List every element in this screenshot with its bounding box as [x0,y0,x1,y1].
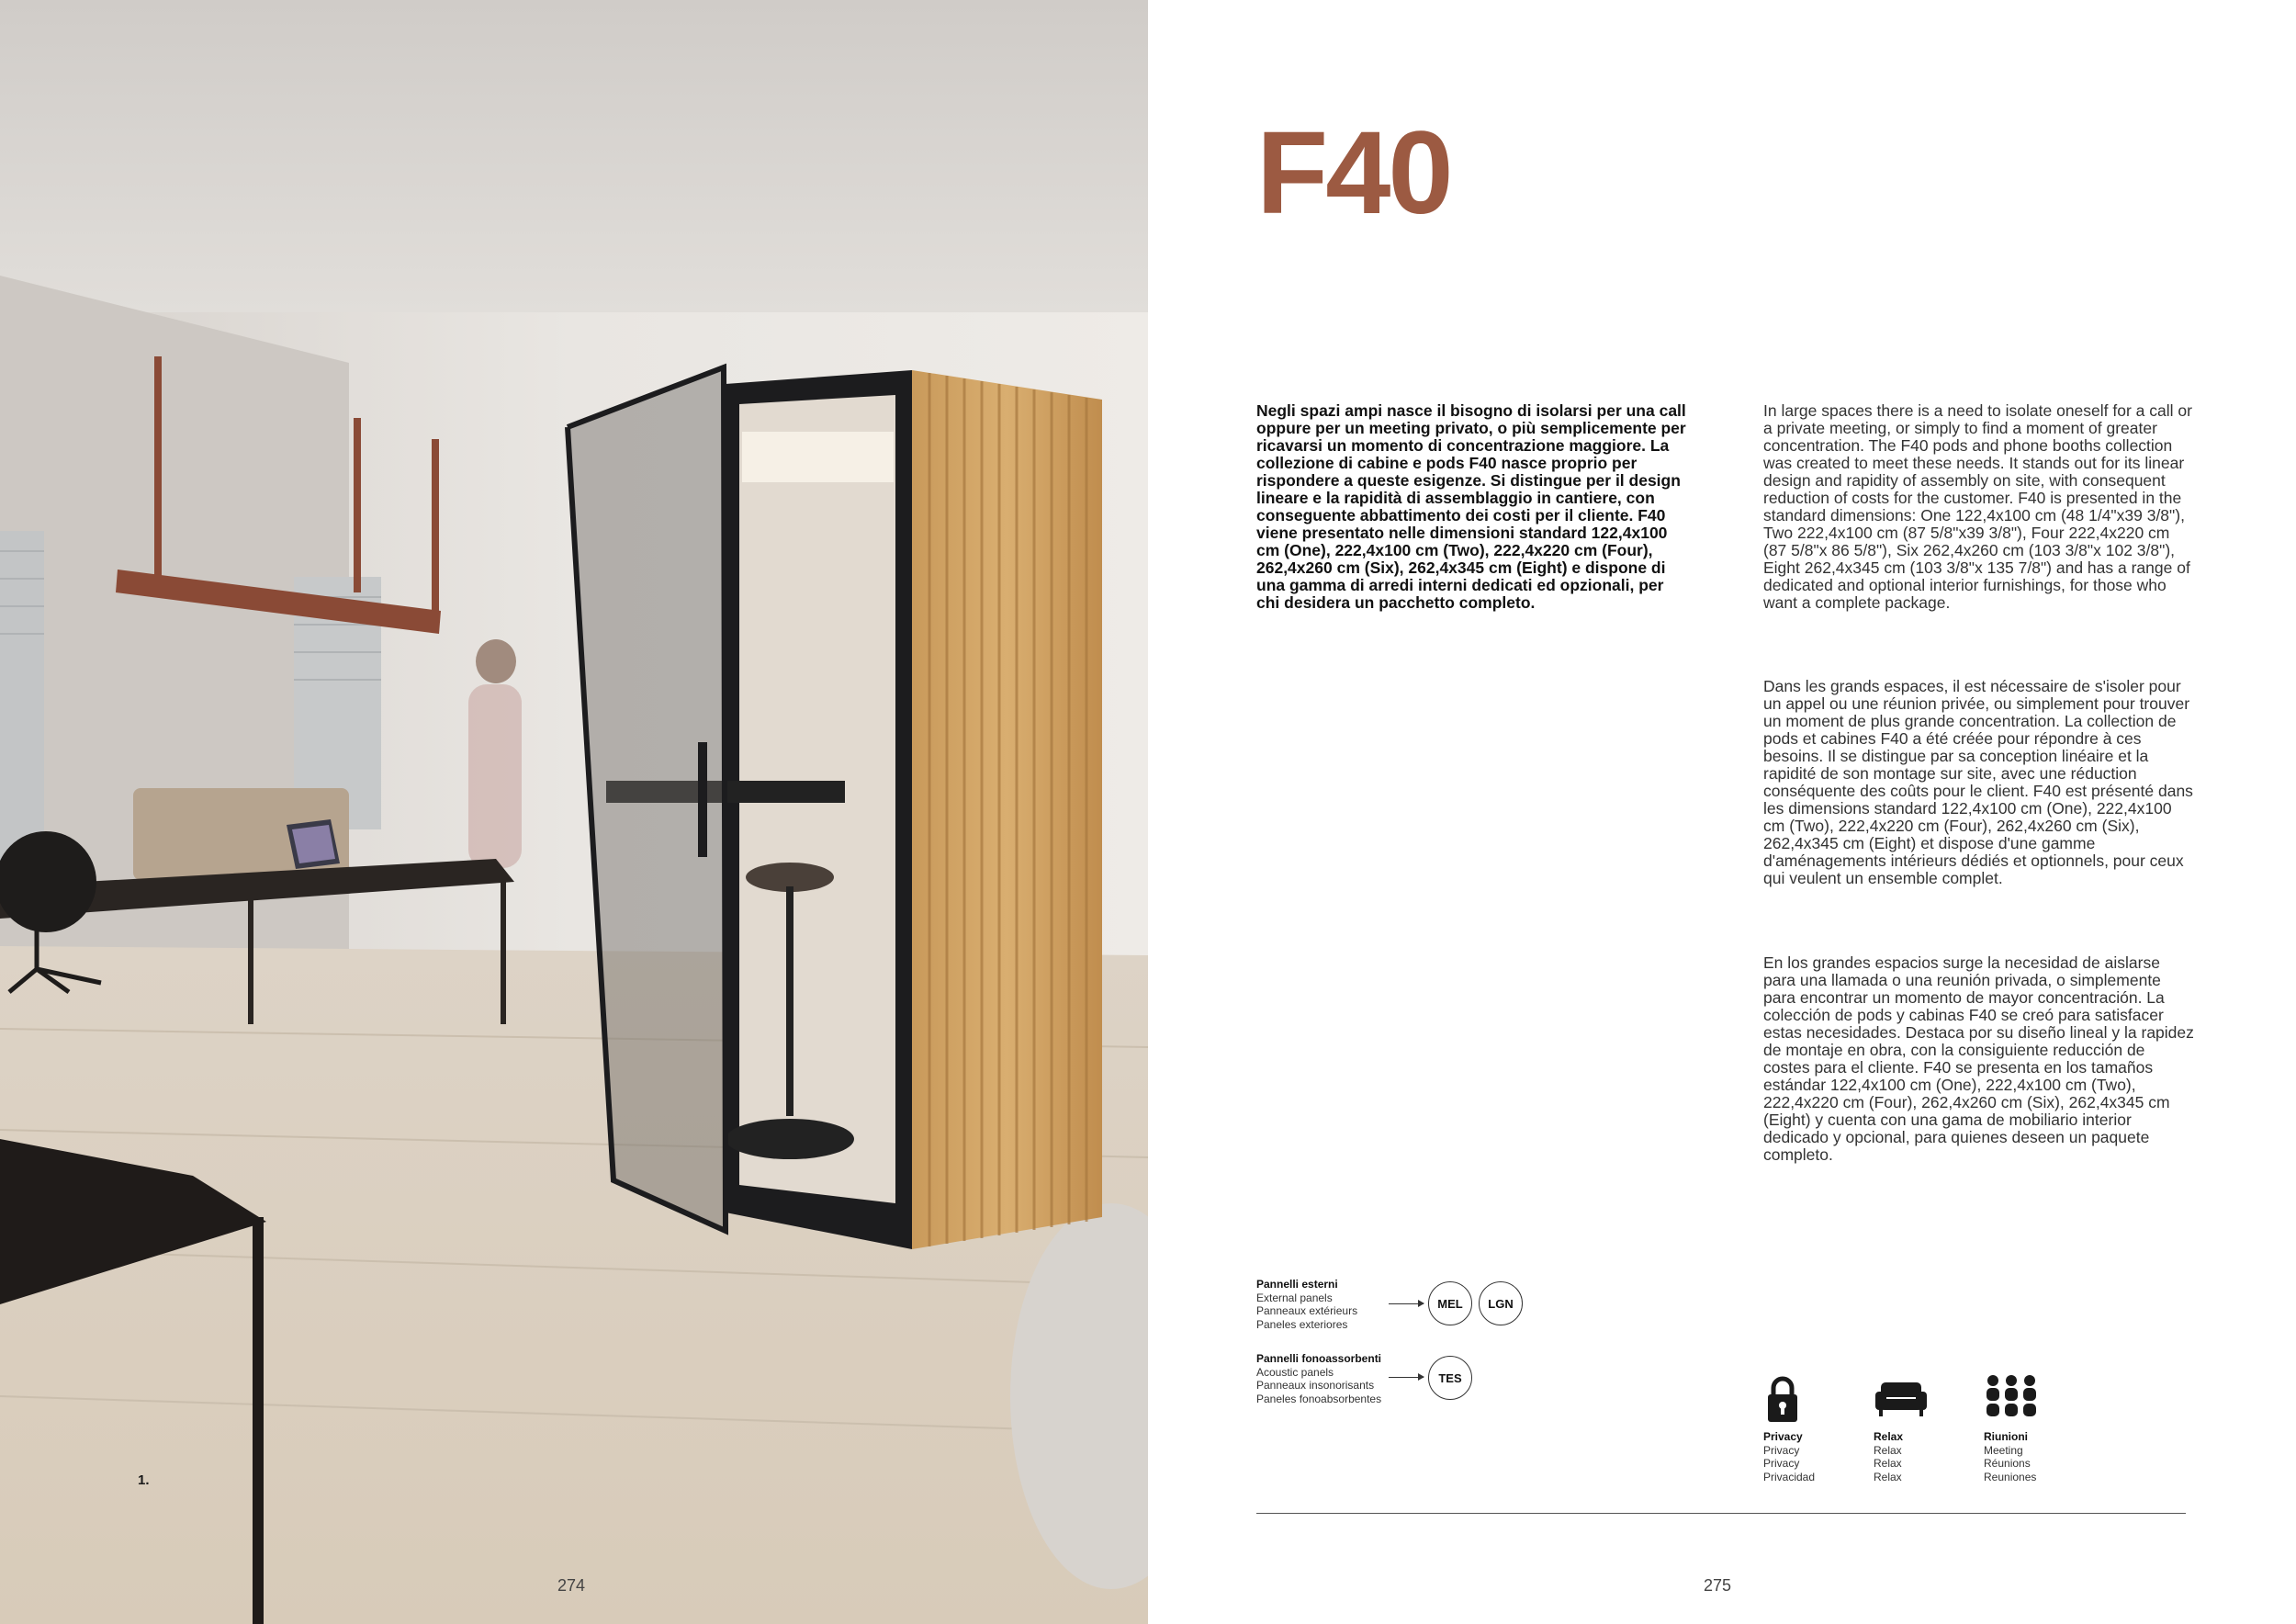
product-title: F40 [1256,107,1451,239]
right-page [1148,0,2296,1624]
feature-line: Privacy [1763,1457,1800,1470]
acoustic-panels-legend [1256,1352,1381,1405]
booth-light [742,432,894,482]
feature-line: Reuniones [1984,1470,2037,1483]
feature-privacy [1763,1373,1864,1483]
acoustic-panels-line: Panneaux insonorisants [1256,1379,1375,1392]
person-blur [476,639,516,683]
feature-relax [1874,1373,1975,1483]
external-panels-line: Panneaux extérieurs [1256,1304,1358,1317]
badge-tes: TES [1428,1356,1472,1400]
description-spanish: En los grandes espacios surge la necesidad de aislarse para una llamada o una reunión privada, o simplemente para encontrar un momento de mayor concentración. La colección de pods y cabinas F40 se creó para satisfacer estas necesidades. Destaca por su diseño lineal y la rapidez de montaje en obra, con la consiguiente reducción de costes para el cliente. F40 se presenta en los tamaños estándar 122,4x100 cm (One), 222,4x100 cm (Two), 222,4x220 cm (Four), 262,4x260 cm (Six), 262,4x345 cm (Eight) y cuenta con una gama de mobiliario interior dedicado y opcional, para quienes deseen un paquete completo. [1763,953,2194,1164]
badge-lgn: LGN [1479,1281,1523,1325]
feature-title: Relax [1874,1430,1904,1443]
door-handle [698,742,707,857]
booth-wood-panel [912,370,1102,1249]
stool-base [726,1119,854,1159]
external-panels-line: Paneles exteriores [1256,1317,1348,1331]
feature-line: Relax [1874,1443,1902,1457]
laptop-screen [292,825,335,863]
office-chair [0,831,96,932]
table-leg [253,1217,264,1624]
feature-title: Riunioni [1984,1430,2028,1443]
feature-line: Relax [1874,1470,1902,1483]
arrow-right-icon [1389,1303,1424,1304]
external-panels-title: Pannelli esterni [1256,1278,1338,1291]
meeting-people-icon [1984,1373,2039,1424]
window-blind-left [0,531,44,880]
badge-mel: MEL [1428,1281,1472,1325]
person-body [468,684,522,868]
feature-line: Relax [1874,1457,1902,1470]
page-number-left: 274 [557,1576,586,1595]
page-number-right: 275 [1704,1576,1732,1595]
external-panels-line: External panels [1256,1291,1333,1304]
description-french: Dans les grands espaces, il est nécessaire de s'isoler pour un appel ou une réunion privée, ou simplement pour trouver un moment de plus grande concentration. La collection de pods et cabines F40 a été créée pour répondre à ces besoins. Il se distingue par sa conception linéaire et la rapidité de son montage sur site, avec une réduction conséquente des coûts pour le client. F40 est présenté dans les dimensions standard 122,4x100 cm (One), 222,4x100 cm (Two), 222,4x220 cm (Four), 262,4x260 cm (Six), 262,4x345 cm (Eight) et dispose d'une gamme d'aménagements intérieurs dédiés et optionnels, pour ceux qui veulent un ensemble complet. [1763,677,2193,887]
desk-leg [501,877,506,1024]
feature-line: Réunions [1984,1457,2031,1470]
ceiling [0,0,1148,349]
padlock-icon [1763,1373,1818,1424]
description-italian: Negli spazi ampi nasce il bisogno di isolarsi per una call oppure per un meeting privato, o più semplicemente per ricavarsi un momento di concentrazione maggiore. La collezione di cabine e pods F40 nasce proprio per rispondere a queste esigenze. Si distingue per il design lineare e la rapidità di assemblaggio in cantiere, con conseguente abbattimento dei costi per il cliente. F40 viene presentato nelle dimensioni standard 122,4x100 cm (One), 222,4x100 cm (Two), 222,4x220 cm (Four), 262,4x260 cm (Six), 262,4x345 cm (Eight) e dispone di una gamma di arredi interni dedicati ed opzionali, per chi desidera un pacchetto completo. [1256,401,1686,612]
feature-line: Privacy [1763,1443,1800,1457]
feature-title: Privacy [1763,1430,1803,1443]
feature-meeting [1984,1373,2085,1483]
stool-post [786,886,793,1116]
external-panels-legend [1256,1278,1357,1331]
arrow-right-icon [1389,1377,1424,1378]
sofa-icon [1874,1373,1929,1424]
footer-divider [1256,1513,2186,1514]
feature-line: Privacidad [1763,1470,1816,1483]
feature-line: Meeting [1984,1443,2023,1457]
acoustic-panels-title: Pannelli fonoassorbenti [1256,1352,1382,1365]
photo-label: 1. [138,1472,150,1488]
acoustic-panels-line: Acoustic panels [1256,1365,1334,1379]
acoustic-panels-line: Paneles fonoabsorbentes [1256,1392,1382,1405]
desk-leg [248,896,253,1024]
description-english: In large spaces there is a need to isolate oneself for a call or a private meeting, or simply to find a moment of greater concentration. The F40 pods and phone booths collection was created to meet these needs. It stands out for its linear design and rapidity of assembly on site, with consequent reduction of costs for the customer. F40 is presented in the standard dimensions: One 122,4x100 cm (48 1/4"x39 3/8"), Two 222,4x100 cm (87 5/8"x39 3/8"), Four 222,4x220 cm (87 5/8"x 86 5/8"), Six 262,4x260 cm (103 3/8"x 102 3/8"), Eight 262,4x345 cm (103 3/8"x 135 7/8") and has a range of dedicated and optional interior furnishings, for those who want a complete package. [1763,401,2192,612]
